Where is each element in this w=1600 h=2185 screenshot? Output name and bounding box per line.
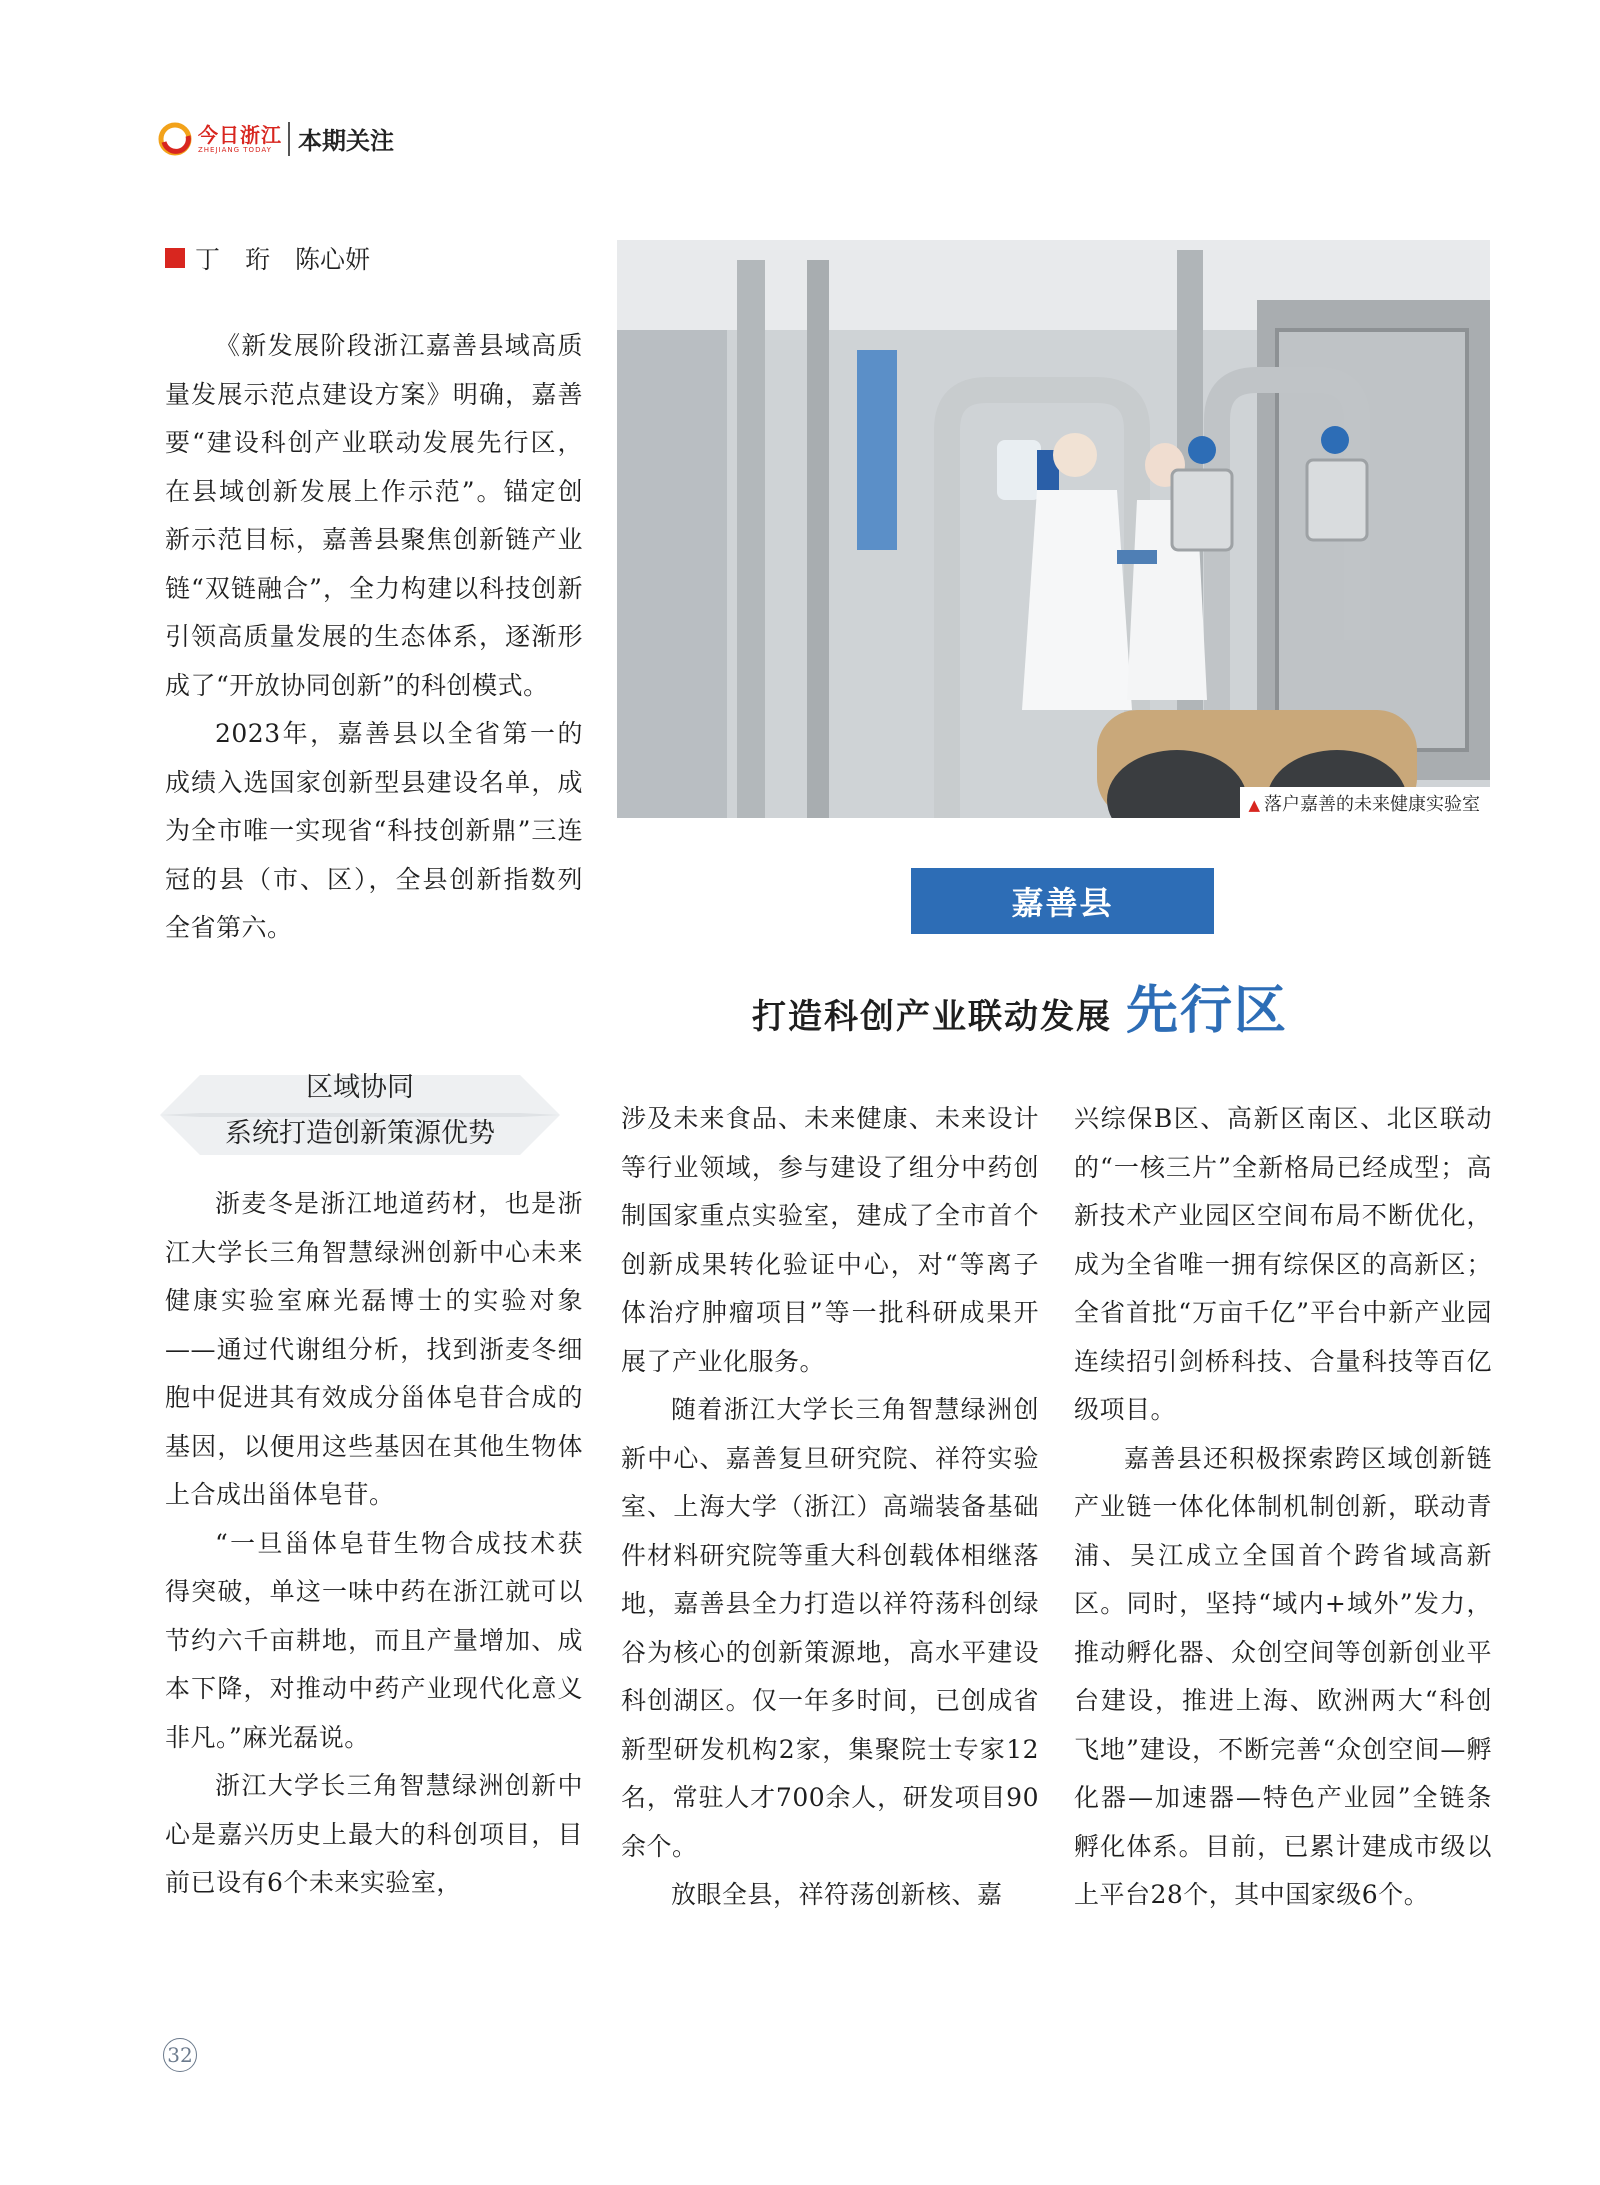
paragraph: 浙麦冬是浙江地道药材，也是浙江大学长三角智慧绿洲创新中心未来健康实验室麻光磊博士的实验对象——通过代谢组分析，找到浙麦冬细胞中促进其有效成分甾体皂苷合成的基因，以便用这些基因在其他生物体上合成出甾体皂苷。 xyxy=(165,1189,583,1509)
article-headline xyxy=(752,968,1288,1043)
subheading-line2: 系统打造创新策源优势 xyxy=(225,1118,495,1149)
byline-marker-icon xyxy=(165,248,185,268)
caption-triangle-icon: ▲ xyxy=(1248,796,1260,814)
column-3 xyxy=(1074,1095,1492,1920)
logo-title: 今日浙江 xyxy=(198,122,282,147)
logo-swirl-icon xyxy=(158,122,192,156)
caption-text: 落户嘉善的未来健康实验室 xyxy=(1264,794,1480,815)
logo-subtitle: ZHEJIANG TODAY xyxy=(198,145,272,154)
author-names: 丁 珩 陈心妍 xyxy=(195,245,371,274)
paragraph: 随着浙江大学长三角智慧绿洲创新中心、嘉善复旦研究院、祥符实验室、上海大学（浙江）高端装备基础件材料研究院等重大科创载体相继落地，嘉善县全力打造以祥符荡科创绿谷为核心的创新策源地，高水平建设科创湖区。仅一年多时间，已创成省新型研发机构2家，集聚院士专家12名，常驻人才700余人，研发项目90余个。 xyxy=(621,1395,1039,1861)
paragraph: 2023年，嘉善县以全省第一的成绩入选国家创新型县建设名单，成为全市唯一实现省“科技创新鼎”三连冠的县（市、区），全县创新指数列全省第六。 xyxy=(165,719,583,942)
lab-photo xyxy=(617,240,1490,818)
headline-accent: 先行区 xyxy=(1126,981,1289,1041)
byline xyxy=(165,240,370,276)
photo-caption xyxy=(1240,787,1490,818)
lab-illustration xyxy=(617,240,1490,818)
paragraph: 放眼全县，祥符荡创新核、嘉 xyxy=(671,1880,1003,1909)
paragraph: 《新发展阶段浙江嘉善县域高质量发展示范点建设方案》明确，嘉善要“建设科创产业联动发展先行区，在县域创新发展上作示范”。锚定创新示范目标，嘉善县聚焦创新链产业链“双链融合”，全力构建以科技创新引领高质量发展的生态体系，逐渐形成了“开放协同创新”的科创模式。 xyxy=(165,331,583,700)
header-divider xyxy=(288,122,290,156)
magazine-logo xyxy=(158,120,282,158)
county-banner: 嘉善县 xyxy=(911,868,1214,934)
subheading-line1: 区域协同 xyxy=(306,1072,414,1103)
column-1-intro xyxy=(165,322,583,953)
column-2 xyxy=(621,1095,1039,1920)
subheading-block xyxy=(160,1055,560,1175)
headline-main: 打造科创产业联动发展 xyxy=(752,997,1112,1037)
paragraph: 浙江大学长三角智慧绿洲创新中心是嘉兴历史上最大的科创项目，目前已设有6个未来实验室， xyxy=(165,1771,583,1897)
page-number: 32 xyxy=(163,2038,197,2072)
paragraph: 嘉善县还积极探索跨区域创新链产业链一体化体制机制创新，联动青浦、吴江成立全国首个跨省域高新区。同时，坚持“域内+域外”发力，推动孵化器、众创空间等创新创业平台建设，推进上海、欧洲两大“科创飞地”建设，不断完善“众创空间—孵化器—加速器—特色产业园”全链条孵化体系。目前，已累计建成市级以上平台28个，其中国家级6个。 xyxy=(1074,1443,1492,1909)
paragraph: “一旦甾体皂苷生物合成技术获得突破，单这一味中药在浙江就可以节约六千亩耕地，而且产量增加、成本下降，对推动中药产业现代化意义非凡。”麻光磊说。 xyxy=(165,1528,583,1752)
column-1-body xyxy=(165,1180,583,1908)
paragraph: 涉及未来食品、未来健康、未来设计等行业领域，参与建设了组分中药创制国家重点实验室，建成了全市首个创新成果转化验证中心，对“等离子体治疗肿瘤项目”等一批科研成果开展了产业化服务。 xyxy=(621,1104,1039,1376)
section-label: 本期关注 xyxy=(298,127,394,155)
paragraph: 兴综保B区、高新区南区、北区联动的“一核三片”全新格局已经成型；高新技术产业园区空间布局不断优化，成为全省唯一拥有综保区的高新区；全省首批“万亩千亿”平台中新产业园连续招引剑桥科技、合量科技等百亿级项目。 xyxy=(1074,1104,1492,1424)
